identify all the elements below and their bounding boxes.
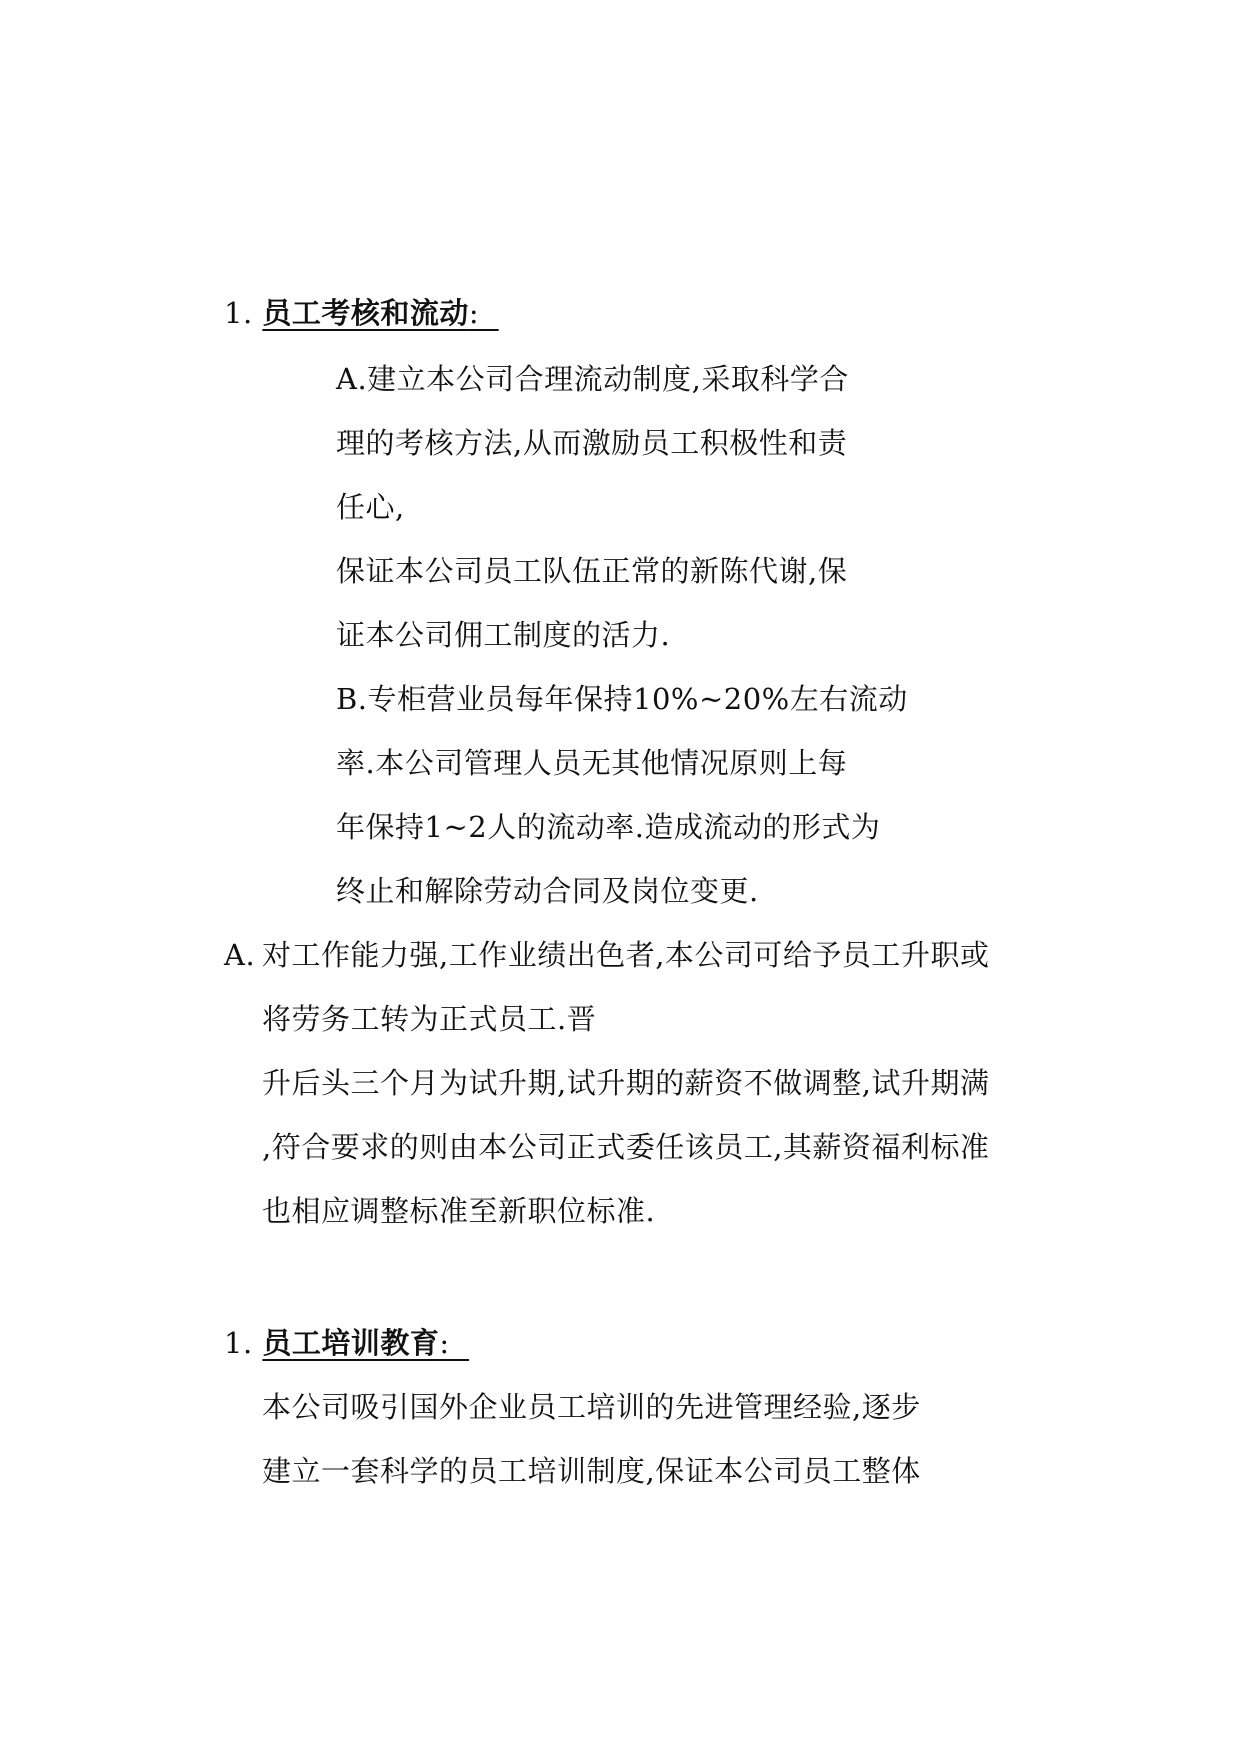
paragraph-line: 也相应调整标准至新职位标准. bbox=[262, 1194, 656, 1228]
section-number: 1. bbox=[224, 296, 263, 330]
section-title-suffix: : bbox=[468, 296, 499, 330]
paragraph-line: 升后头三个月为试升期,试升期的薪资不做调整,试升期满 bbox=[262, 1066, 990, 1100]
section-number: 1. bbox=[224, 1326, 263, 1360]
paragraph-line: 对工作能力强,工作业绩出色者,本公司可给予员工升职或 bbox=[262, 938, 990, 972]
section-title: 员工培训教育 bbox=[262, 1326, 440, 1360]
paragraph-line: ,符合要求的则由本公司正式委任该员工,其薪资福利标准 bbox=[262, 1130, 990, 1164]
paragraph-line: A.建立本公司合理流动制度,采取科学合 bbox=[336, 362, 849, 396]
list-item-marker: A. bbox=[224, 938, 256, 972]
section-title-suffix: : bbox=[439, 1326, 470, 1360]
paragraph-line: 证本公司佣工制度的活力. bbox=[336, 618, 671, 652]
paragraph-line: 理的考核方法,从而激励员工积极性和责 bbox=[336, 426, 848, 460]
paragraph-line: 年保持1~2人的流动率.造成流动的形式为 bbox=[336, 810, 881, 844]
paragraph-line: 本公司吸引国外企业员工培训的先进管理经验,逐步 bbox=[262, 1390, 921, 1424]
paragraph-line: 保证本公司员工队伍正常的新陈代谢,保 bbox=[336, 554, 848, 588]
paragraph-line: 率.本公司管理人员无其他情况原则上每 bbox=[336, 746, 848, 780]
paragraph-line: B.专柜营业员每年保持10%~20%左右流动 bbox=[336, 682, 908, 716]
paragraph-line: 任心, bbox=[336, 490, 405, 524]
section-title: 员工考核和流动 bbox=[262, 296, 469, 330]
section-heading bbox=[224, 1326, 469, 1360]
paragraph-line: 将劳务工转为正式员工.晋 bbox=[262, 1002, 597, 1036]
paragraph-line: 建立一套科学的员工培训制度,保证本公司员工整体 bbox=[262, 1454, 921, 1488]
paragraph-line: 终止和解除劳动合同及岗位变更. bbox=[336, 874, 759, 908]
section-heading bbox=[224, 296, 499, 330]
